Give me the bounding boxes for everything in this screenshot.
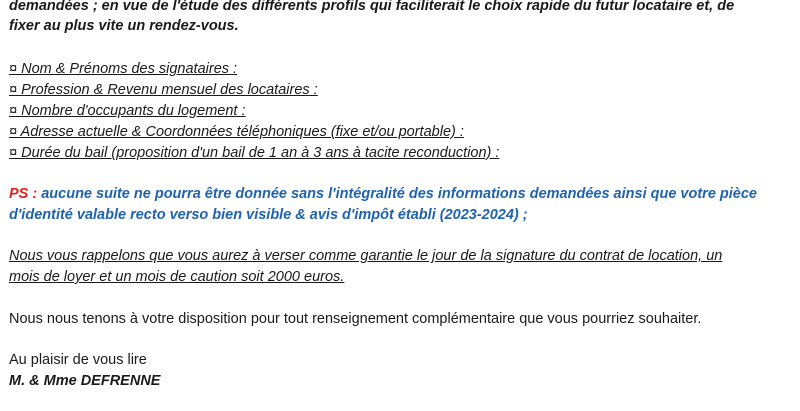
ps-text-1: aucune suite ne pourra être donnée sans l'intégralité des informations demandées ainsi que votre pièce (37, 186, 757, 202)
list-item-address: ¤ Adresse actuelle & Coordonnées téléphoniques (fixe et/ou portable) : (9, 124, 464, 140)
closing-text: Au plaisir de vous lire (9, 352, 147, 368)
signature: M. & Mme DEFRENNE (9, 373, 161, 389)
list-item-lease-duration: ¤ Durée du bail (proposition d'un bail de 1 an à 3 ans à tacite reconduction) : (9, 145, 500, 161)
ps-label: PS : (9, 186, 38, 202)
ps-line-2: d'identité valable recto verso bien visible & avis d'impôt établi (2023-2024) ; (9, 207, 528, 223)
list-item-profession: ¤ Profession & Revenu mensuel des locataires : (9, 82, 318, 98)
reminder-line-2: mois de loyer et un mois de caution soit 2000 euros. (9, 269, 345, 285)
intro-line-2: fixer au plus vite un rendez-vous. (9, 18, 239, 34)
availability-text: Nous nous tenons à votre disposition pour tout renseignement complémentaire que vous pourriez souhaiter. (9, 311, 702, 327)
ps-line-1 (9, 184, 757, 204)
reminder-line-1: Nous vous rappelons que vous aurez à verser comme garantie le jour de la signature du contrat de location, un (9, 248, 723, 264)
list-item-occupants: ¤ Nombre d'occupants du logement : (9, 103, 246, 119)
list-item-names: ¤ Nom & Prénoms des signataires : (9, 61, 238, 77)
intro-line-1: demandées ; en vue de l'étude des différents profils qui faciliterait le choix rapide du futur locataire et, de (9, 0, 735, 14)
